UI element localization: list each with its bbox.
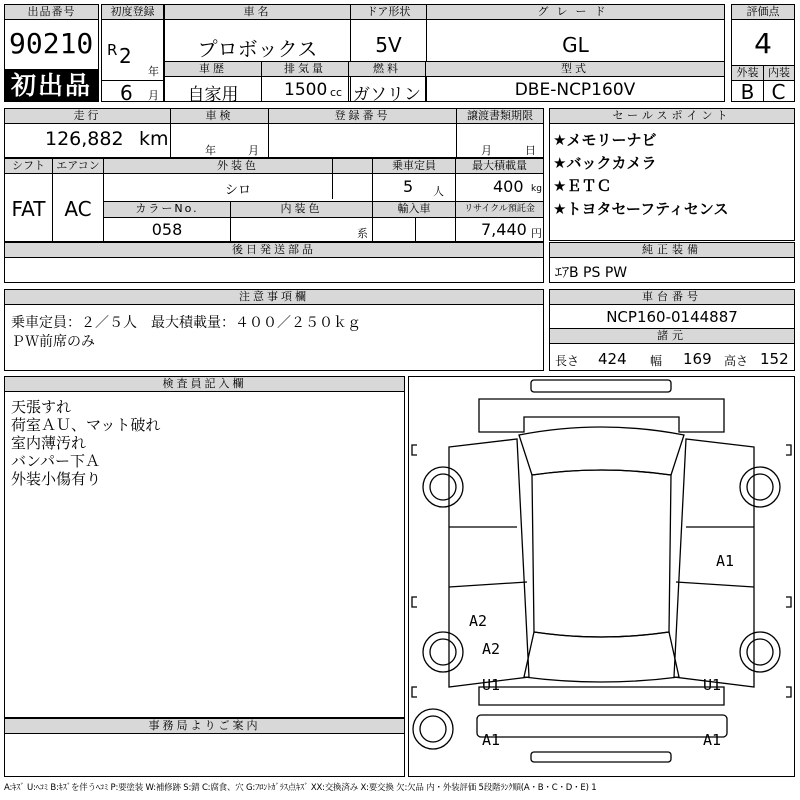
height-value: 152 [760,350,789,368]
ext-color: シロ [224,183,251,198]
sales-point-item: ★ＥＴＣ [553,177,612,195]
year-unit: 年 [148,65,159,78]
length-value: 424 [598,350,627,368]
model-box [425,61,725,102]
import-label: 輸入車 [373,202,455,217]
fuel: ガソリン [353,85,421,105]
width-label: 幅 [650,354,663,368]
first-registration-label: 初度登録 [102,5,163,20]
recycle-unit: 円 [531,227,542,240]
notes-label: 注意事項欄 [5,290,543,305]
legend: A:ｷｽﾞ U:ﾍｺﾐ B:ｷｽﾞを伴うﾍｺﾐ P:要塗装 W:補修跡 S:錆 C:腐食、穴 G:ﾌﾛﾝﾄｶﾞﾗｽ点ｷｽﾞ XX:交換済み X:要交換 欠:欠品 内・外装評価 5段階ﾗﾝｸ順(A・B・C・D・E) 1 [4,783,597,793]
inspector-line: 天張すれ [11,398,72,416]
int-color-unit: 系 [357,227,368,240]
max-load-unit: kg [531,184,542,194]
inspector-label: 検査員記入欄 [5,377,404,392]
mileage-unit: km [139,128,169,150]
damage-mark: A1 [716,552,735,570]
sales-point-item: ★バックカメラ [553,154,657,172]
month-unit: 月 [148,89,159,102]
wheel-front-right [740,467,780,507]
wheel-rear-right [740,632,780,672]
displacement-box [261,61,349,102]
rear-bumper [477,715,727,737]
chassis-number: NCP160-0144887 [606,308,738,326]
sales-point-item: ★トヨタセーフティセンス [553,200,729,218]
era-letter: R [107,41,118,59]
inspection-year-unit: 年 [205,144,216,157]
wheel-front-left [423,467,463,507]
transfer-doc-label: 譲渡書類期限 [457,109,543,124]
reg-year: 2 [119,44,132,68]
length-label: 長さ [555,354,580,368]
lot-number-label: 出品番号 [5,5,98,20]
damage-mark: U1 [703,676,722,694]
history-box [164,61,262,105]
damage-mark: A1 [703,731,722,749]
aircon: AC [64,197,92,221]
windshield [519,427,684,475]
fuel-box [348,61,426,105]
color-no-label: カラーNo. [104,202,230,217]
inspector-line: 室内薄汚れ [11,434,87,452]
displacement: 1500 [284,80,328,100]
spare-wheel [413,709,453,749]
genuine-equipment-box [549,242,795,283]
transfer-day-unit: 日 [525,144,536,157]
interior-score: C [771,80,786,104]
equipment-row [4,158,544,242]
exterior-score-label: 外装 [732,66,763,81]
car-diagram-box [408,376,795,777]
right-side-body [674,439,754,687]
sales-point-item: ★メモリーナビ [553,131,657,149]
inspector-box [4,376,405,718]
office-label: 事務局よりご案内 [5,719,404,734]
inspection-label: 車検 [171,109,268,124]
max-load-label: 最大積載量 [456,159,543,174]
notes-box [4,289,544,371]
mileage-label: 走行 [5,109,170,124]
history: 自家用 [187,85,239,105]
capacity: 5 [403,177,414,196]
ext-color-label: 外装色 [104,159,372,174]
recycle-label: リサイクル預託金 [456,202,543,217]
door-type: 5V [375,33,402,57]
shift: FAT [11,197,46,221]
exterior-score: B [740,80,755,104]
fuel-label: 燃料 [349,62,425,77]
score: 4 [754,27,772,60]
genuine-equipment: ｴｱB PS PW [555,265,628,281]
displacement-unit: cc [330,86,343,99]
max-load: 400 [493,177,524,196]
capacity-unit: 人 [433,185,444,198]
model-code: DBE-NCP160V [514,80,636,100]
sales-points-label: セールスポイント [550,109,794,124]
rear-glass [524,632,679,682]
shift-label: シフト [5,159,52,174]
model-label: 型式 [426,62,724,77]
reg-number-label: 登録番号 [269,109,456,124]
damage-mark: A2 [469,612,488,630]
office-box [4,718,405,777]
roof [532,470,671,637]
wheel-rear-left [423,632,463,672]
damage-mark: U1 [482,676,501,694]
score-label: 評価点 [732,5,794,20]
mileage-row [4,108,544,158]
genuine-equipment-label: 純正装備 [550,243,794,258]
sales-points-box [549,108,795,241]
car-name: プロボックス [197,37,318,61]
specs-label: 諸元 [550,329,794,344]
notes-line: ＰＷ前席のみ [11,334,95,350]
inspector-line: 外装小傷有り [11,470,102,488]
grade-label: グレード [427,5,724,20]
damage-mark: A1 [482,731,501,749]
inspection-month-unit: 月 [248,144,259,157]
front-bumper [531,380,671,392]
capacity-label: 乗車定員 [373,159,455,174]
first-listing-badge: 初出品 [5,69,98,102]
color-number: 058 [151,220,183,239]
score-box [731,4,795,102]
int-color-label: 内装色 [231,202,372,217]
history-label: 車歴 [165,62,261,77]
reg-month: 6 [120,81,133,105]
later-parts-label: 後日発送部品 [5,243,543,258]
height-label: 高さ [724,354,749,368]
later-parts-box [4,242,544,283]
grade: GL [562,33,589,57]
chassis-label: 車台番号 [550,290,794,305]
chassis-box [549,289,795,371]
inspector-line: バンパー下Ａ [11,452,100,470]
notes-line: 乗車定員：２／５人 最大積載量：４００／２５０ｋｇ [11,315,361,331]
mileage: 126,882 [45,128,124,150]
lot-number-box [4,4,99,102]
aircon-label: エアコン [53,159,103,174]
width-value: 169 [683,350,712,368]
car-diagram [409,377,794,776]
lot-number: 90210 [9,27,94,60]
recycle-fee: 7,440 [481,220,527,239]
transfer-month-unit: 月 [481,144,492,157]
inspector-line: 荷室ＡＵ、マット破れ [11,416,161,434]
car-name-label: 車名 [165,5,350,20]
interior-score-label: 内装 [763,66,794,81]
first-registration-box [101,4,164,105]
door-label: ドア形状 [351,5,426,20]
displacement-label: 排気量 [262,62,348,77]
rear-gate [479,687,724,705]
damage-mark: A2 [482,640,501,658]
